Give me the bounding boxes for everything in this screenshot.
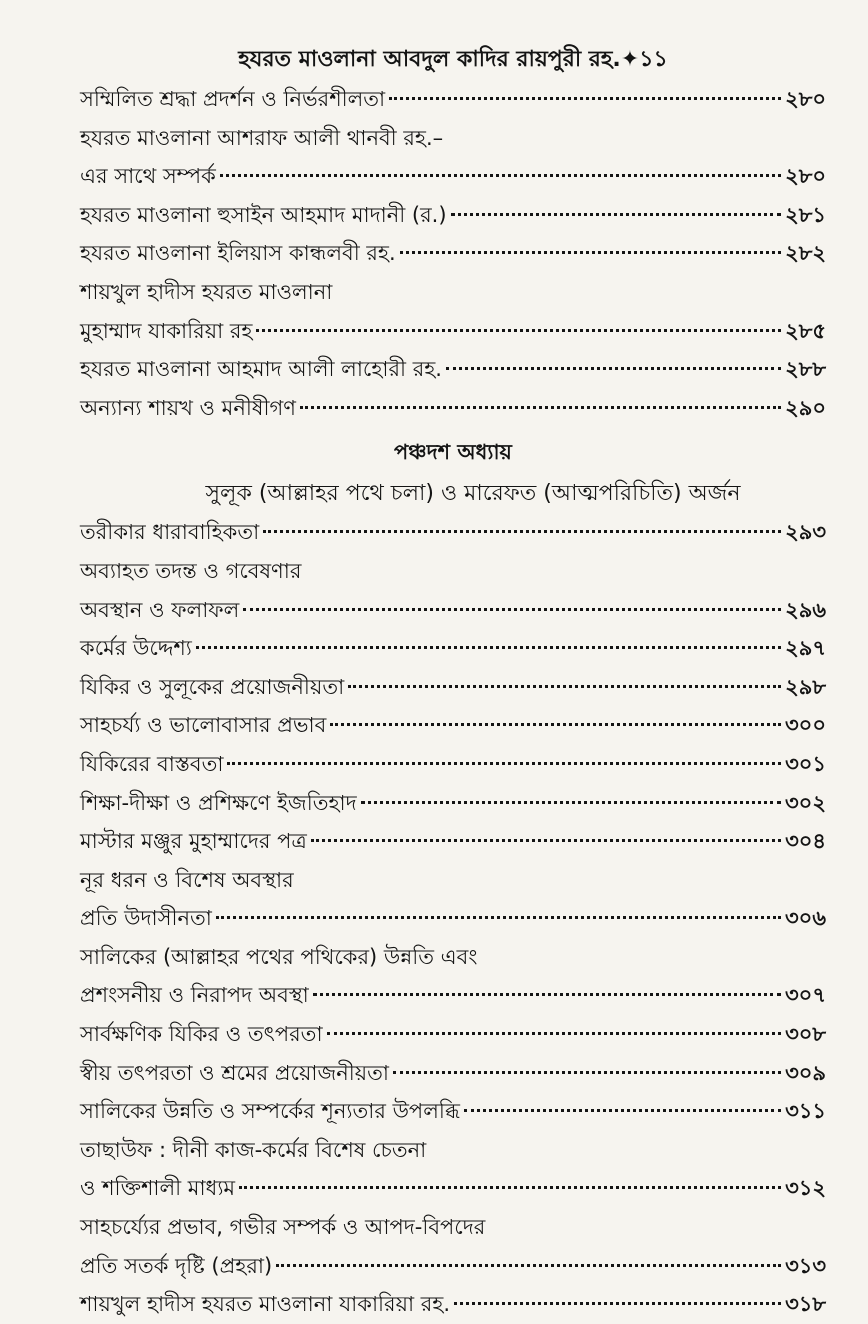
dot-leader xyxy=(311,839,781,842)
toc-entry-title: সালিকের উন্নতি ও সম্পর্কের শূন্যতার উপলব্ধি xyxy=(80,1099,460,1124)
toc-section-2 xyxy=(80,513,826,1323)
dot-leader xyxy=(216,916,781,919)
toc-entry xyxy=(80,552,826,591)
toc-entry xyxy=(80,1247,826,1286)
toc-entry-title: সম্মিলিত শ্রদ্ধা প্রদর্শন ও নির্ভরশীলতা xyxy=(80,87,386,111)
toc-entry xyxy=(80,1208,826,1247)
toc-entry-page-number: ৩১১ xyxy=(785,1099,826,1124)
toc-entry xyxy=(80,591,826,630)
toc-entry-title: ও শক্তিশালী মাধ্যম xyxy=(80,1176,236,1201)
toc-entry-page-number: ৩০৬ xyxy=(785,906,826,931)
toc-entry xyxy=(80,706,826,745)
toc-entry-page-number: ৩০৪ xyxy=(785,829,826,854)
toc-entry xyxy=(80,234,826,273)
toc-entry-title: সার্বক্ষণিক যিকির ও তৎপরতা xyxy=(80,1022,323,1047)
toc-entry xyxy=(80,976,826,1015)
toc-entry-page-number: ৩০৭ xyxy=(785,983,826,1008)
toc-entry xyxy=(80,513,826,552)
toc-entry-title: তরীকার ধারাবাহিকতা xyxy=(80,520,260,545)
toc-entry-page-number: ২৮৮ xyxy=(785,357,826,382)
toc-entry-title: প্রতি উদাসীনতা xyxy=(80,906,212,931)
toc-entry-title: শায়খুল হাদীস হযরত মাওলানা যাকারিয়া রহ. xyxy=(80,1292,450,1317)
dot-leader xyxy=(361,801,781,804)
toc-entry xyxy=(80,389,826,428)
toc-entry-page-number: ৩০১ xyxy=(785,751,826,776)
dot-leader xyxy=(400,251,781,254)
toc-entry-page-number: ২৯৭ xyxy=(785,636,826,661)
toc-section-1 xyxy=(80,80,826,427)
toc-entry-page-number: ২৯০ xyxy=(785,395,826,420)
toc-entry xyxy=(80,822,826,861)
dot-leader xyxy=(393,1071,781,1074)
toc-entry-page-number: ২৯৮ xyxy=(785,674,826,699)
toc-entry-title: হযরত মাওলানা আহমাদ আলী লাহোরী রহ. xyxy=(80,357,442,382)
dot-leader xyxy=(348,685,781,688)
toc-entry xyxy=(80,938,826,977)
toc-entry-title: অবস্থান ও ফলাফল xyxy=(80,597,240,622)
dot-leader xyxy=(389,97,781,100)
toc-entry-title: এর সাথে সম্পর্ক xyxy=(80,164,216,189)
toc-entry-title: নূর ধরন ও বিশেষ অবস্থার xyxy=(80,867,294,892)
toc-entry-title: যিকিরের বাস্তবতা xyxy=(80,751,224,776)
toc-entry-page-number: ৩০২ xyxy=(785,790,826,815)
toc-entry-page-number: ২৯৩ xyxy=(785,520,826,545)
dot-leader xyxy=(454,1302,781,1305)
toc-entry xyxy=(80,1285,826,1324)
toc-entry-title: হযরত মাওলানা আশরাফ আলী থানবী রহ.– xyxy=(80,125,444,150)
dot-leader xyxy=(300,406,781,409)
dot-leader xyxy=(276,1264,781,1267)
toc-entry-title: যিকির ও সুলূকের প্রয়োজনীয়তা xyxy=(80,674,345,699)
toc-entry xyxy=(80,157,826,196)
toc-entry-title: হযরত মাওলানা হুসাইন আহমাদ মাদানী (র.) xyxy=(80,202,447,227)
dot-leader xyxy=(243,608,781,611)
toc-entry xyxy=(80,861,826,900)
toc-entry-title: হযরত মাওলানা ইলিয়াস কান্ধলবী রহ. xyxy=(80,241,396,266)
dot-leader xyxy=(451,213,782,216)
toc-entry-title: প্রতি সতর্ক দৃষ্টি (প্রহরা) xyxy=(80,1253,273,1278)
toc-entry xyxy=(80,1054,826,1093)
toc-entry-title: স্বীয় তৎপরতা ও শ্রমের প্রয়োজনীয়তা xyxy=(80,1060,389,1085)
toc-entry-page-number: ২৮১ xyxy=(785,202,826,227)
toc-entry xyxy=(80,668,826,707)
toc-entry-page-number: ৩১৩ xyxy=(785,1253,826,1278)
toc-entry xyxy=(80,899,826,938)
dot-leader xyxy=(446,367,781,370)
toc-entry-page-number: ৩১৮ xyxy=(785,1292,826,1317)
dot-leader xyxy=(196,646,781,649)
toc-entry xyxy=(80,350,826,389)
toc-entry-page-number: ৩০০ xyxy=(785,713,826,738)
toc-entry-page-number: ২৯৬ xyxy=(785,597,826,622)
toc-entry xyxy=(80,273,826,312)
chapter-subtitle: সুলূক (আল্লাহর পথে চলা) ও মারেফত (আত্মপরিচিতি) অর্জন xyxy=(205,481,741,507)
toc-entry-page-number: ৩১২ xyxy=(785,1176,826,1201)
toc-entry-title: শিক্ষা-দীক্ষা ও প্রশিক্ষণে ইজতিহাদ xyxy=(80,790,357,815)
toc-entry xyxy=(80,784,826,823)
toc-entry-title: সালিকের (আল্লাহর পথের পথিকের) উন্নতি এবং xyxy=(80,944,478,969)
dot-leader xyxy=(263,530,781,533)
chapter-title: পঞ্চদশ অধ্যায় xyxy=(394,440,512,465)
dot-leader xyxy=(313,993,781,996)
toc-entry-page-number: ২৮০ xyxy=(785,164,826,189)
dot-leader xyxy=(464,1109,781,1112)
toc-entry-title: তাছাউফ : দীনী কাজ-কর্মের বিশেষ চেতনা xyxy=(80,1137,427,1162)
toc-entry-title: শায়খুল হাদীস হযরত মাওলানা xyxy=(80,279,333,304)
toc-entry-title: মাস্টার মঞ্জুর মুহাম্মাদের পত্র xyxy=(80,829,307,854)
toc-entry-title: মুহাম্মাদ যাকারিয়া রহ xyxy=(80,318,253,343)
toc-entry-page-number: ৩০৯ xyxy=(785,1060,826,1085)
toc-entry xyxy=(80,629,826,668)
toc-entry xyxy=(80,1169,826,1208)
dot-leader xyxy=(256,329,781,332)
toc-entry-title: সাহচর্য্যের প্রভাব, গভীর সম্পর্ক ও আপদ-বিপদের xyxy=(80,1215,486,1240)
toc-entry-page-number: ২৮৫ xyxy=(785,318,826,343)
toc-entry xyxy=(80,745,826,784)
dot-leader xyxy=(227,762,781,765)
dot-leader xyxy=(330,723,781,726)
toc-entry-title: কর্মের উদ্দেশ্য xyxy=(80,636,192,661)
toc-entry-page-number: ৩০৮ xyxy=(785,1022,826,1047)
running-head: হযরত মাওলানা আবদুল কাদির রায়পুরী রহ.✦১১ xyxy=(238,47,668,72)
toc-entry-title: প্রশংসনীয় ও নিরাপদ অবস্থা xyxy=(80,983,309,1008)
toc-entry-title: সাহচর্য্য ও ভালোবাসার প্রভাব xyxy=(80,713,327,738)
dot-leader xyxy=(239,1186,781,1189)
toc-entry xyxy=(80,80,826,119)
dot-leader xyxy=(327,1032,782,1035)
toc-entry xyxy=(80,312,826,351)
toc-entry xyxy=(80,1092,826,1131)
toc-entry xyxy=(80,119,826,158)
toc-entry-page-number: ২৮২ xyxy=(785,241,826,266)
toc-entry-title: অব্যাহত তদন্ত ও গবেষণার xyxy=(80,558,302,583)
toc-entry-page-number: ২৮০ xyxy=(785,87,826,111)
toc-entry xyxy=(80,196,826,235)
toc-entry xyxy=(80,1131,826,1170)
toc-entry xyxy=(80,1015,826,1054)
toc-entry-title: অন্যান্য শায়খ ও মনীষীগণ xyxy=(80,395,296,420)
dot-leader xyxy=(220,174,781,177)
